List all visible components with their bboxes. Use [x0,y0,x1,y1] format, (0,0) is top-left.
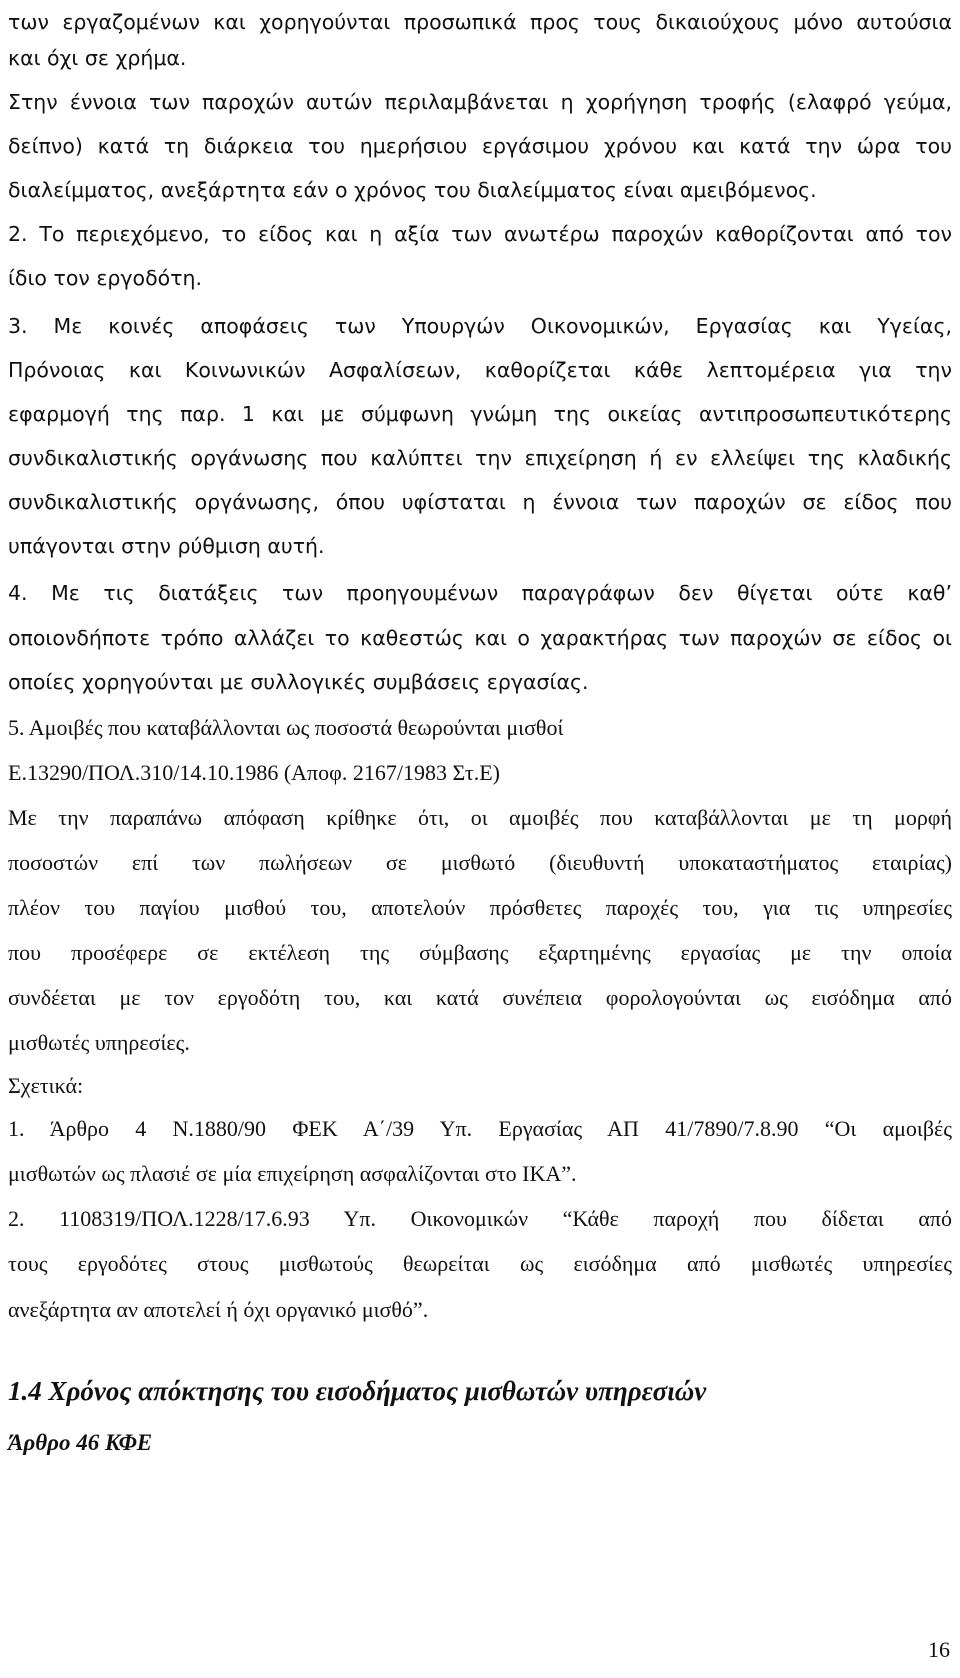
text-line: υπάγονται στην ρύθμιση αυτή. [8,534,325,558]
text-line: 2. 1108319/ΠΟΛ.1228/17.6.93 Υπ. Οικονομικών “Κάθε παροχή που δίδεται από [8,1206,952,1231]
text-line: συνδέεται με τον εργοδότη του, και κατά συνέπεια φορολογούνται ως εισόδημα από [8,985,952,1010]
text-line: ίδιο τον εργοδότη. [8,266,203,290]
text-line: τους εργοδότες στους μισθωτούς θεωρείται ως εισόδημα από μισθωτές υπηρεσίες [8,1251,952,1276]
text-line: 3. Με κοινές αποφάσεις των Υπουργών Οικονομικών, Εργασίας και Υγείας, [8,314,952,338]
text-line: 4. Με τις διατάξεις των προηγουμένων παραγράφων δεν θίγεται ούτε καθ’ [8,581,952,605]
text-line: οποίες χορηγούνται με συλλογικές συμβάσεις εργασίας. [8,670,589,694]
text-line: 2. Το περιεχόμενο, το είδος και η αξία των ανωτέρω παροχών καθορίζονται από τον [8,222,952,246]
text-line: των εργαζομένων και χορηγούνται προσωπικά προς τους δικαιούχους μόνο αυτούσια [8,10,952,34]
text-line: που προσέφερε σε εκτέλεση της σύμβασης εξαρτημένης εργασίας με την οποία [8,940,952,965]
article-subheading: Άρθρο 46 ΚΦΕ [8,1430,153,1455]
text-line: πλέον του παγίου μισθού του, αποτελούν πρόσθετες παροχές του, για τις υπηρεσίες [8,895,952,920]
text-line: οποιονδήποτε τρόπο αλλάζει το καθεστώς και ο χαρακτήρας των παροχών σε είδος οι [8,626,952,650]
text-line: Με την παραπάνω απόφαση κρίθηκε ότι, οι αμοιβές που καταβάλλονται με τη μορφή [8,805,952,830]
text-line: ανεξάρτητα αν αποτελεί ή όχι οργανικό μισθό”. [8,1297,429,1322]
text-line: μισθωτών ως πλασιέ σε μία επιχείρηση ασφαλίζονται στο ΙΚΑ”. [8,1161,577,1186]
section-heading: 1.4 Χρόνος απόκτησης του εισοδήματος μισθωτών υπηρεσιών [8,1376,707,1406]
text-line: Ε.13290/ΠΟΛ.310/14.10.1986 (Αποφ. 2167/1983 Στ.Ε) [8,760,500,785]
text-line: ποσοστών επί των πωλήσεων σε μισθωτό (διευθυντή υποκαταστήματος εταιρίας) [8,850,952,875]
text-line: συνδικαλιστικής οργάνωσης, όπου υφίσταται η έννοια των παροχών σε είδος που [8,490,952,514]
text-line: δείπνο) κατά τη διάρκεια του ημερήσιου εργάσιμου χρόνου και κατά την ώρα του [8,134,952,158]
text-line: και όχι σε χρήμα. [8,46,187,70]
text-line: Σχετικά: [8,1073,84,1098]
text-line: μισθωτές υπηρεσίες. [8,1030,190,1055]
text-line: 1. Άρθρο 4 Ν.1880/90 ΦΕΚ Α΄/39 Υπ. Εργασίας ΑΠ 41/7890/7.8.90 “Οι αμοιβές [8,1116,952,1141]
text-line: εφαρμογή της παρ. 1 και με σύμφωνη γνώμη της οικείας αντιπροσωπευτικότερης [8,402,952,426]
text-line: συνδικαλιστικής οργάνωσης που καλύπτει την επιχείρηση ή εν ελλείψει της κλαδικής [8,446,952,470]
text-line: 5. Αμοιβές που καταβάλλονται ως ποσοστά θεωρούνται μισθοί [8,715,564,740]
text-line: διαλείμματος, ανεξάρτητα εάν ο χρόνος του διαλείμματος είναι αμειβόμενος. [8,178,817,202]
text-line: Στην έννοια των παροχών αυτών περιλαμβάνεται η χορήγηση τροφής (ελαφρό γεύμα, [8,90,952,114]
text-line: Πρόνοιας και Κοινωνικών Ασφαλίσεων, καθορίζεται κάθε λεπτομέρεια για την [8,358,952,382]
page-number: 16 [928,1637,950,1662]
